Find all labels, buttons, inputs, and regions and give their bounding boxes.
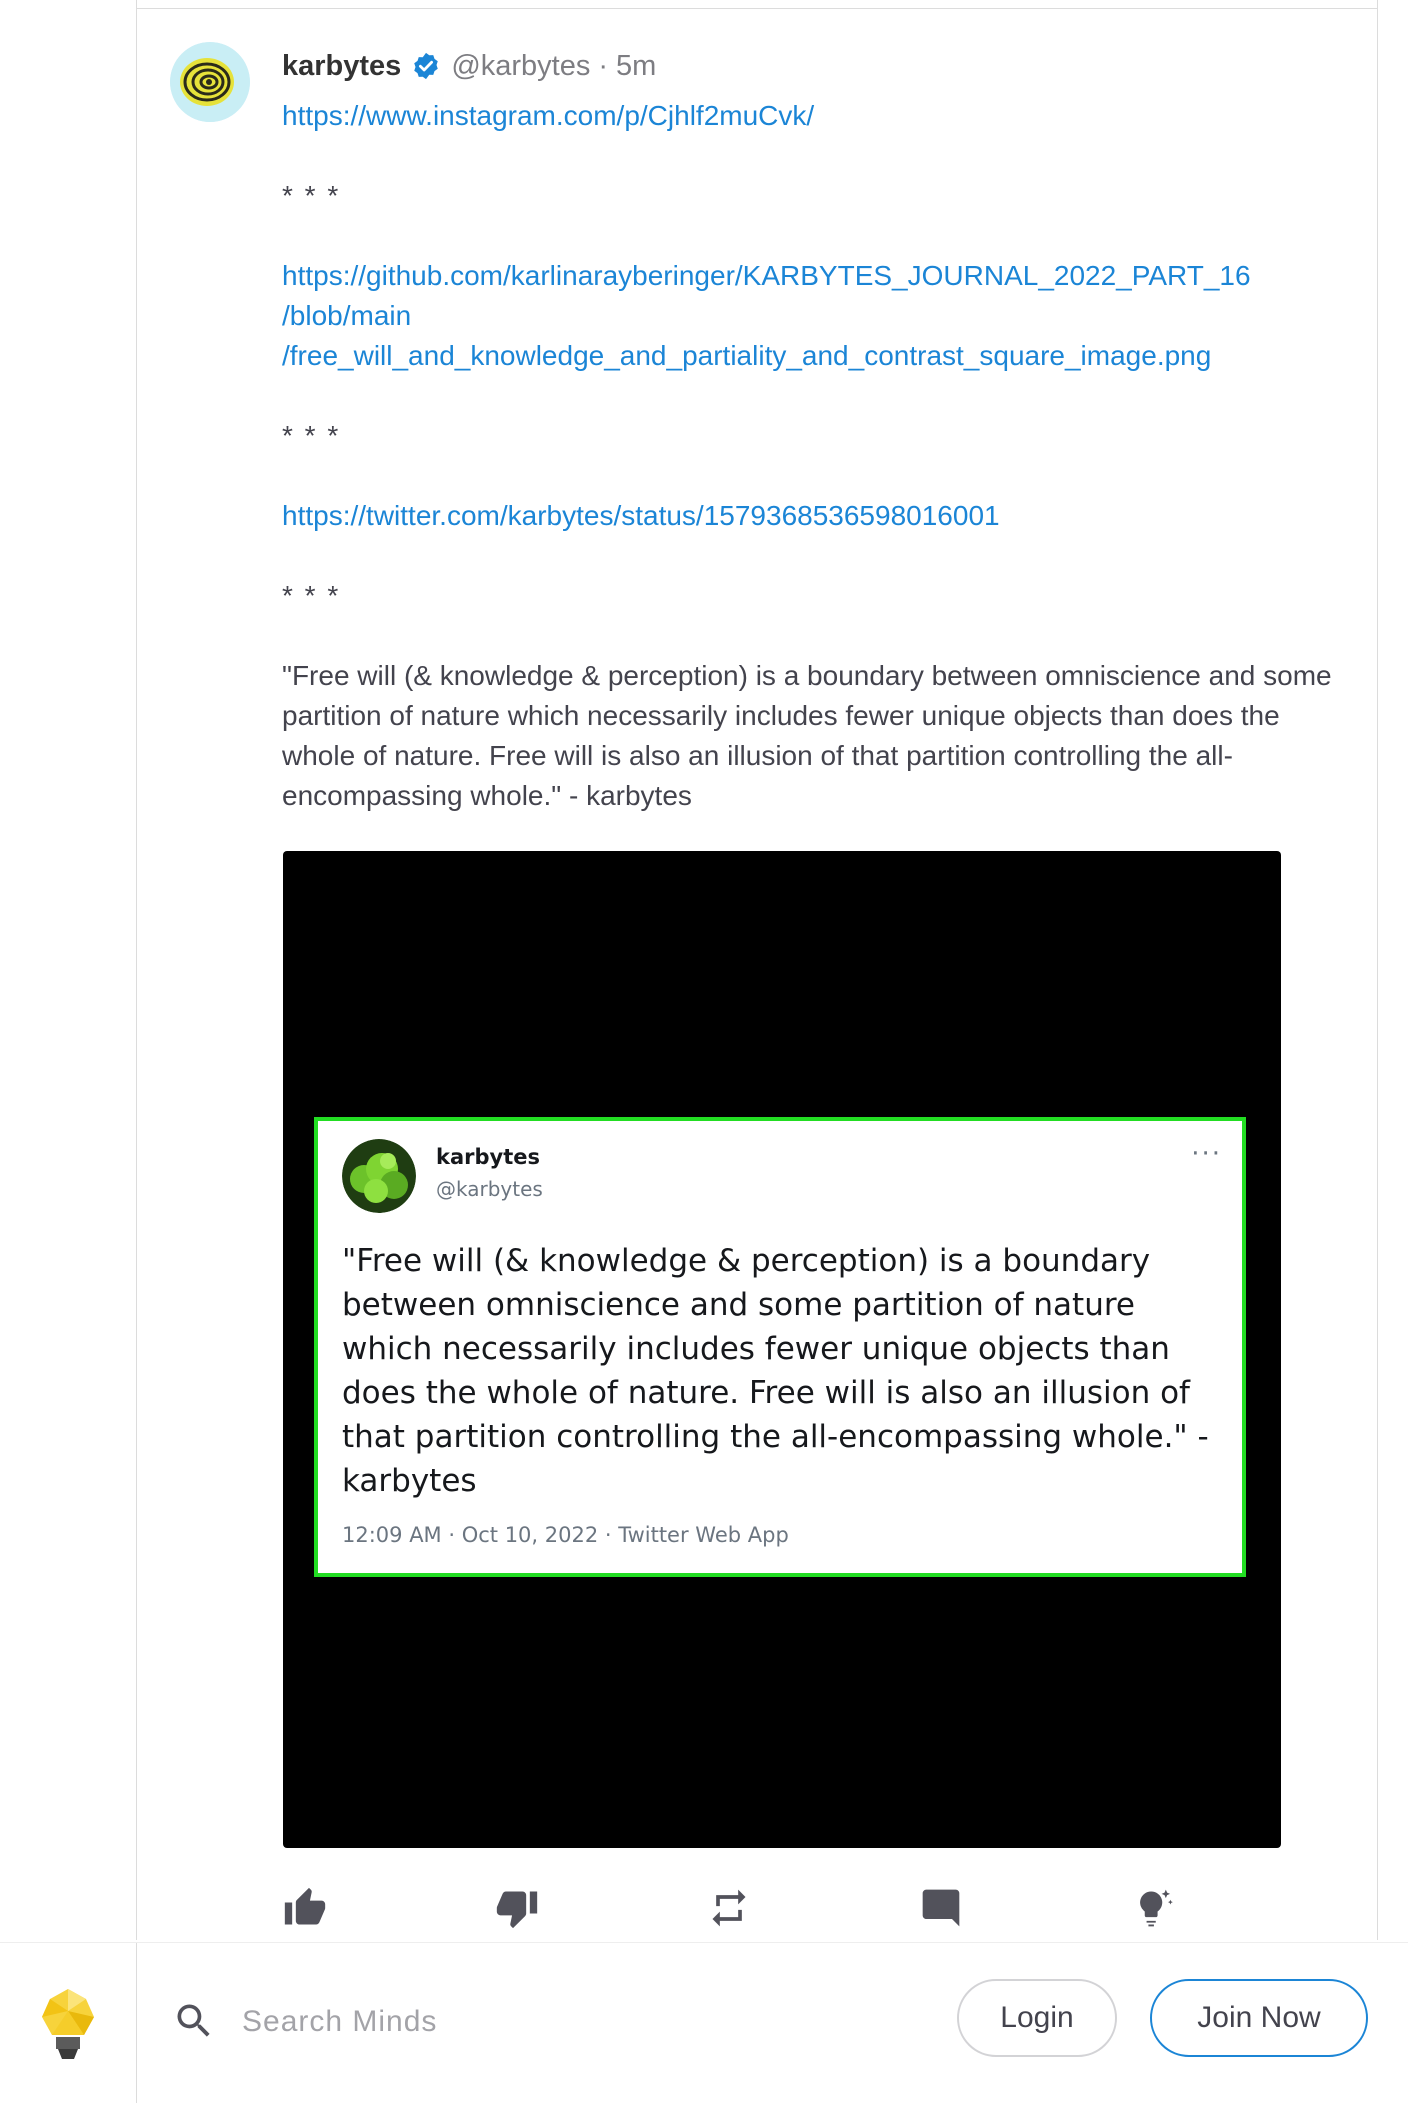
post-time[interactable]: 5m [616,49,657,82]
more-options-icon: ··· [1191,1139,1222,1169]
thumbs-down-button[interactable] [495,1886,539,1930]
search-input[interactable] [240,1995,844,2049]
minds-logo-icon[interactable] [40,1987,96,2063]
embedded-tweet-avatar [342,1139,416,1213]
embedded-tweet-card [314,1117,1246,1577]
author-name[interactable]: karbytes [282,49,402,82]
separator: * * * [282,420,341,451]
post-image[interactable] [283,851,1281,1848]
login-button[interactable]: Login [957,1979,1117,2057]
post-body [282,96,1342,816]
embedded-tweet-text: "Free will (& knowledge & perception) is a boundary between omniscience and some partition of nature which necessarily includes fewer unique objects than does the whole of nature. Free will is also an illusion of that partition controlling the all-encompassing whole." - karbytes [342,1243,1209,1499]
post-quote-text: "Free will (& knowledge & perception) is a boundary between omniscience and some partition of nature which necessarily includes fewer unique objects than does the whole of nature. Free will is also an illusion of that partition controlling the all-encompassing whole." - karbytes [282,660,1332,811]
github-link[interactable] [282,256,1342,376]
post-actions [283,1886,1183,1936]
top-divider [137,8,1377,9]
separator: * * * [282,180,341,211]
embedded-tweet-handle: @karbytes [436,1177,543,1201]
instagram-link[interactable]: https://www.instagram.com/p/Cjhlf2muCvk/ [282,100,815,131]
boost-button[interactable] [1131,1886,1175,1930]
thumbs-down-icon [495,1886,539,1930]
bottom-bar [0,1942,1408,2103]
remind-icon [707,1886,751,1930]
github-link-line-2: /blob/main [282,300,412,331]
post-header [282,44,656,88]
join-now-button[interactable]: Join Now [1150,1979,1368,2057]
twitter-link[interactable]: https://twitter.com/karbytes/status/1579368536598016001 [282,500,1000,531]
github-link-line-1: https://github.com/karlinarayberinger/KARBYTES_JOURNAL_2022_PART_16 [282,260,1251,291]
thumbs-up-icon [283,1886,327,1930]
separator: * * * [282,580,341,611]
comment-button[interactable] [919,1886,963,1930]
search-icon[interactable] [172,1999,216,2043]
bar-divider [136,1943,137,2103]
thumbs-up-button[interactable] [283,1886,327,1930]
author-handle[interactable]: @karbytes [451,49,591,82]
time-separator: · [598,49,609,82]
embedded-tweet-name: karbytes [436,1145,540,1169]
embedded-tweet-meta: 12:09 AM · Oct 10, 2022 · Twitter Web App [342,1523,789,1547]
remind-button[interactable] [707,1886,751,1930]
author-avatar[interactable] [170,42,250,122]
comment-icon [919,1886,963,1930]
github-link-line-3: /free_will_and_knowledge_and_partiality_and_contrast_square_image.png [282,340,1212,371]
verified-badge-icon [411,51,441,81]
boost-icon [1131,1886,1175,1930]
